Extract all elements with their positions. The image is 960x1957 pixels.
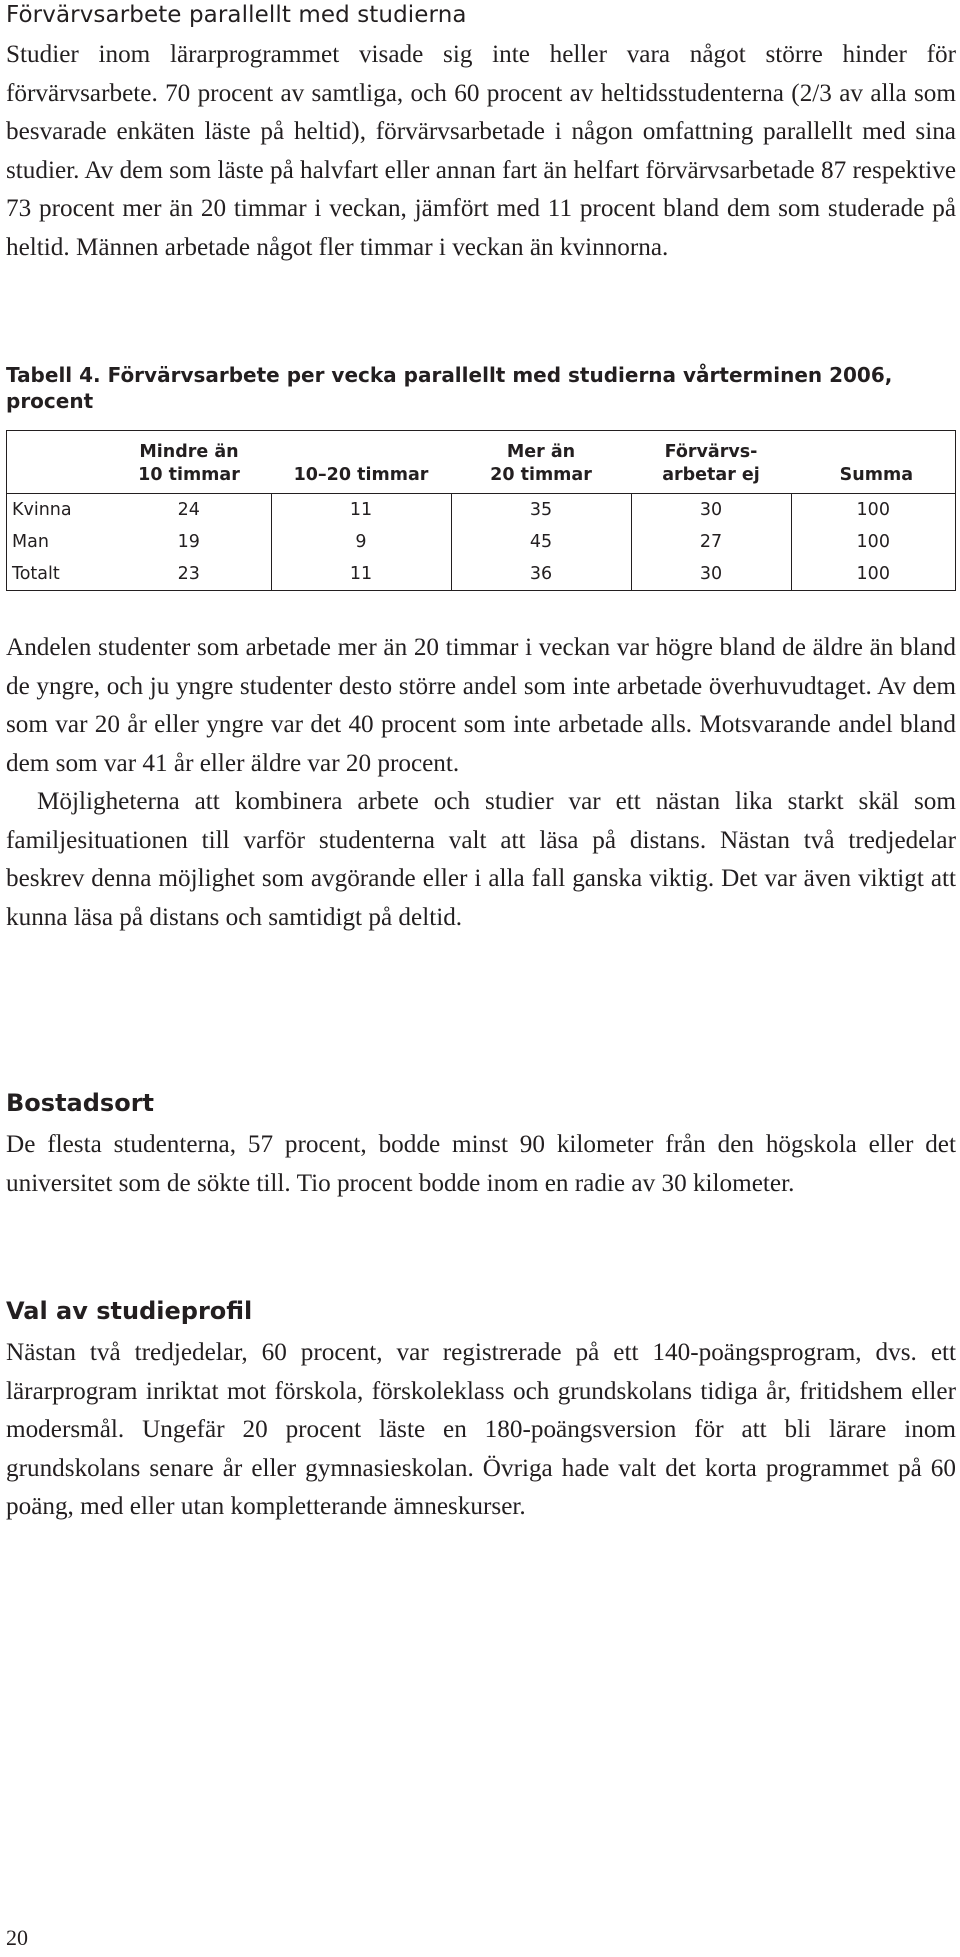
table-caption: Tabell 4. Förvärvsarbete per vecka parallellt med studierna vårterminen 2006, procent bbox=[6, 363, 893, 413]
table-row bbox=[7, 494, 956, 527]
paragraph-combine: Möjligheterna att kombinera arbete och studier var ett nästan lika starkt skäl som familjesituationen till varför studenterna valt att läsa på distans. Nästan två tredjedelar beskrev denna möjlighet som avgörande eller i alla fall ganska viktig. Det var även viktigt att kunna läsa på distans och samtidigt på deltid. bbox=[6, 788, 956, 931]
header-less-than-10 bbox=[107, 431, 271, 494]
paragraph-employment: Studier inom lärarprogrammet visade sig inte heller vara något större hinder för förvärvsarbete. 70 procent av samtliga, och 60 procent av heltidsstudenterna (2/3 av alla som besvarade enkäten läste på heltid), förvärvsarbetade i någon omfattning parallellt med sina studier. Av dem som läste på halvfart eller annan fart än helfart förvärvsarbetade 87 respektive 73 procent mer än 20 timmar i veckan, jämfört med 11 procent bland dem som studerade på heltid. Männen arbetade något fler timmar i veckan än kvinnorna. bbox=[6, 41, 956, 261]
table-row bbox=[7, 558, 956, 591]
page-number: 20 bbox=[6, 1925, 28, 1950]
header-more-than-20 bbox=[451, 431, 631, 494]
header-not-working bbox=[631, 431, 791, 494]
paragraph-group bbox=[6, 629, 956, 937]
row-label: Kvinna bbox=[12, 500, 72, 520]
row-label: Totalt bbox=[12, 564, 60, 584]
cell-value: 11 bbox=[271, 494, 451, 527]
header-sum bbox=[791, 431, 956, 494]
header-10-20 bbox=[271, 431, 451, 494]
cell-value: 30 bbox=[631, 558, 791, 591]
cell-value: 35 bbox=[451, 494, 631, 527]
table-row bbox=[7, 526, 956, 558]
header-empty-cell bbox=[7, 431, 108, 494]
cell-value: 36 bbox=[451, 558, 631, 591]
header-line1: Mer än bbox=[506, 442, 576, 462]
header-line1: Förvärvs- bbox=[664, 442, 758, 462]
cell-value: 30 bbox=[631, 494, 791, 527]
table-header-row bbox=[7, 431, 956, 494]
paragraph-studieprofil: Nästan två tredjedelar, 60 procent, var registrerade på ett 140-poängsprogram, dvs. ett lärarprogram inriktat mot förskola, förskoleklass och grundskolans tidiga år, fritidshem eller modersmål. Ungefär 20 procent läste en 180-poängsversion för att bli lärare inom grundskolans senare år eller gymnasieskolan. Övriga hade valt det korta programmet på 60 poäng, med eller utan kompletterande ämneskurser. bbox=[6, 1339, 956, 1520]
paragraph-bostadsort: De flesta studenterna, 57 procent, bodde minst 90 kilometer från den högskola eller det universitet som de sökte till. Tio procent bodde inom en radie av 30 kilometer. bbox=[6, 1131, 956, 1197]
header-line1: Mindre än bbox=[139, 442, 239, 462]
header-line2: 20 timmar bbox=[490, 465, 592, 485]
cell-value: 27 bbox=[631, 526, 791, 558]
header-line2: Summa bbox=[839, 465, 913, 485]
cell-value: 100 bbox=[791, 526, 956, 558]
cell-value: 9 bbox=[271, 526, 451, 558]
paragraph-age: Andelen studenter som arbetade mer än 20 timmar i veckan var högre bland de äldre än bland de yngre, och ju yngre studenter desto större andel som inte arbetade överhuvudtaget. Av dem som var 20 år eller yngre var det 40 procent som inte arbetade alls. Motsvarande andel bland dem som var 41 år eller äldre var 20 procent. bbox=[6, 634, 956, 777]
header-line2: 10–20 timmar bbox=[293, 465, 429, 485]
header-line2: 10 timmar bbox=[138, 465, 240, 485]
employment-table bbox=[6, 430, 956, 591]
section-title: Förvärvsarbete parallellt med studierna bbox=[6, 2, 467, 28]
cell-value: 100 bbox=[791, 558, 956, 591]
cell-value: 24 bbox=[177, 500, 200, 520]
heading-studieprofil: Val av studieprofil bbox=[6, 1297, 253, 1325]
cell-value: 23 bbox=[177, 564, 200, 584]
cell-value: 11 bbox=[271, 558, 451, 591]
cell-value: 45 bbox=[451, 526, 631, 558]
header-line2: arbetar ej bbox=[662, 465, 760, 485]
cell-value: 100 bbox=[791, 494, 956, 527]
heading-bostadsort: Bostadsort bbox=[6, 1089, 154, 1117]
row-label: Man bbox=[12, 532, 49, 552]
cell-value: 19 bbox=[177, 532, 200, 552]
